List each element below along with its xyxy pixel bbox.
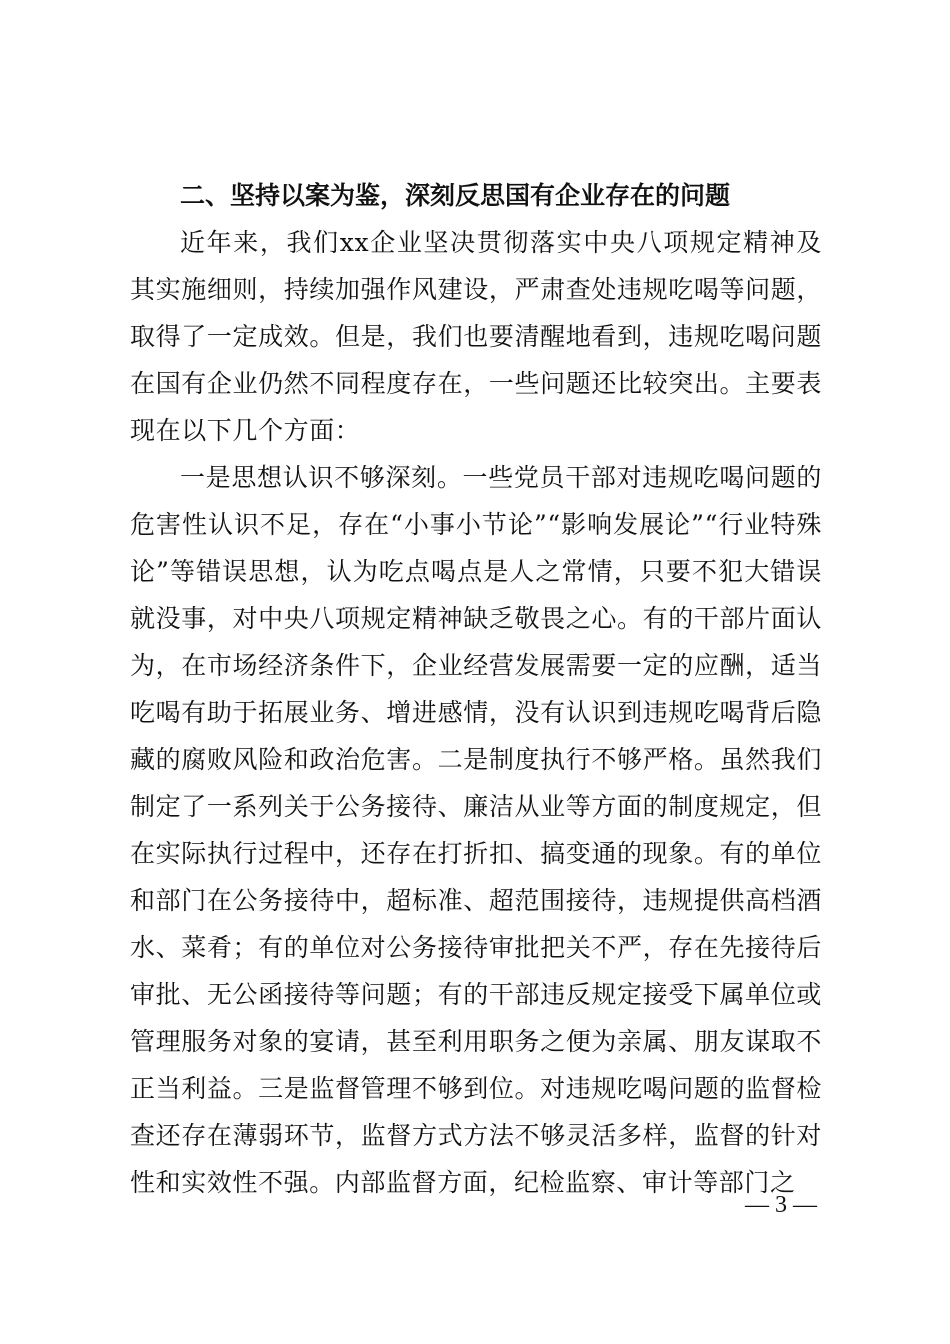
paragraph-intro: 近年来，我们xx企业坚决贯彻落实中央八项规定精神及其实施细则，持续加强作风建设，严肃查处违规吃喝等问题，取得了一定成效。但是，我们也要清醒地看到，违规吃喝问题在国有企业仍然不同程度存在，一些问题还比较突出。主要表现在以下几个方面：	[130, 228, 822, 445]
document-body	[130, 172, 822, 1206]
paragraph-problems: 一是思想认识不够深刻。一些党员干部对违规吃喝问题的危害性认识不足，存在“小事小节论”“影响发展论”“行业特殊论”等错误思想，认为吃点喝点是人之常情，只要不犯大错误就没事，对中央八项规定精神缺乏敬畏之心。有的干部片面认为，在市场经济条件下，企业经营发展需要一定的应酬，适当吃喝有助于拓展业务、增进感情，没有认识到违规吃喝背后隐藏的腐败风险和政治危害。二是制度执行不够严格。虽然我们制定了一系列关于公务接待、廉洁从业等方面的制度规定，但在实际执行过程中，还存在打折扣、搞变通的现象。有的单位和部门在公务接待中，超标准、超范围接待，违规提供高档酒水、菜肴；有的单位对公务接待审批把关不严，存在先接待后审批、无公函接待等问题；有的干部违反规定接受下属单位或管理服务对象的宴请，甚至利用职务之便为亲属、朋友谋取不正当利益。三是监督管理不够到位。对违规吃喝问题的监督检查还存在薄弱环节，监督方式方法不够灵活多样，监督的针对性和实效性不强。内部监督方面，纪检监察、审计等部门之	[130, 463, 822, 1197]
section-heading: 二、坚持以案为鉴，深刻反思国有企业存在的问题	[180, 181, 731, 210]
page-number: — 3 —	[745, 1192, 817, 1218]
